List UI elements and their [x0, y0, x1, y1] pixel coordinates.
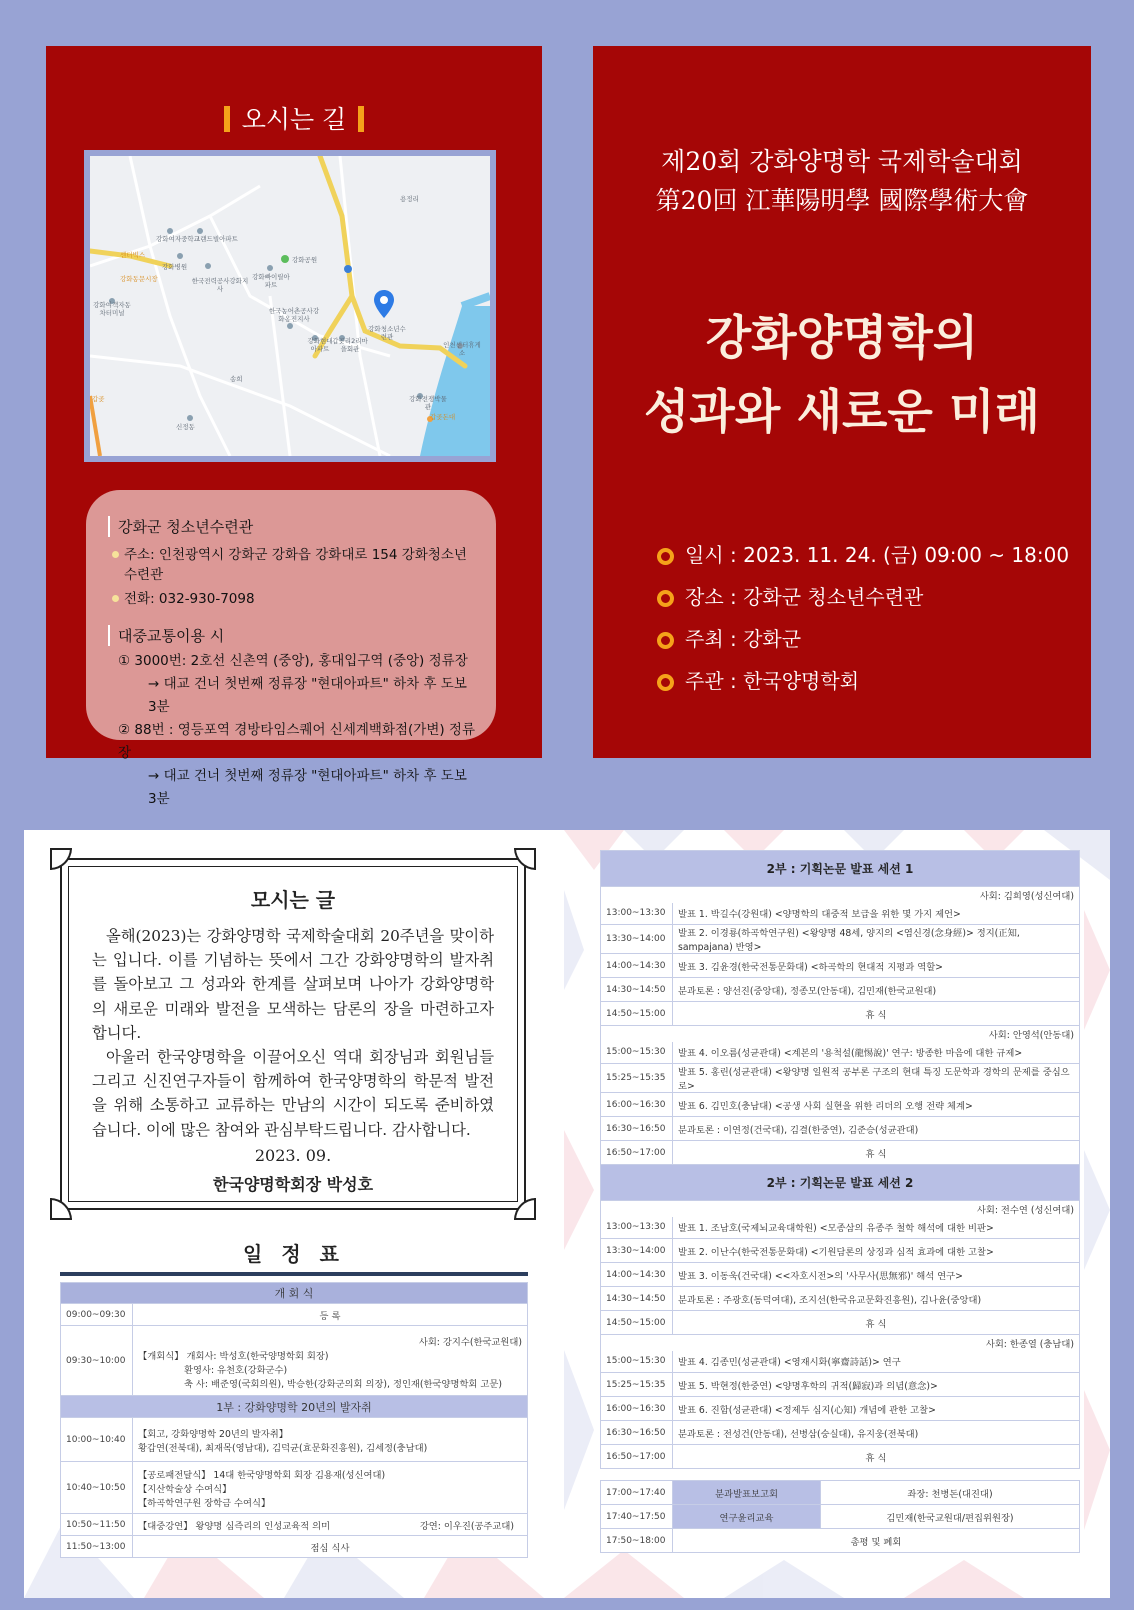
map-label: 강화청소년수련관: [368, 325, 406, 341]
table-row: [61, 1418, 528, 1462]
time-cell: 13:00~13:30: [601, 903, 673, 925]
conference-facts: [655, 534, 1069, 702]
time-cell: 17:50~18:00: [601, 1529, 673, 1553]
map-label: 센터빅스: [120, 251, 146, 259]
venue-name: 강화군 청소년수련관: [108, 516, 476, 537]
table-row: [601, 1421, 1080, 1445]
time-cell: 14:00~14:30: [601, 954, 673, 978]
table-row: [601, 1287, 1080, 1311]
theme-line-2: 성과와 새로운 미래: [644, 385, 1040, 440]
table-row: [601, 1263, 1080, 1287]
conference-theme: [593, 302, 1091, 450]
lunch-cell: 점심 식사: [133, 1536, 528, 1558]
retrospective-line: 황갑연(전북대), 최재목(영남대), 김덕균(효문화진흥원), 김세정(충남대): [138, 1442, 428, 1454]
time-cell: 09:00~09:30: [61, 1304, 133, 1326]
retrospective-cell: [133, 1418, 528, 1462]
greeting-date: 2023. 09.: [254, 1146, 332, 1165]
presentation-cell: 분과토론 : 전성건(안동대), 선병삼(숭실대), 유지웅(전북대): [673, 1421, 1080, 1445]
moderator: 사회: 한종열 (충남대): [601, 1335, 1080, 1351]
session1-rows-b: [601, 1042, 1080, 1165]
map-label: 강화공원: [292, 256, 318, 264]
map-label: 그랜드빌아파트: [194, 235, 238, 243]
greeting-title: 모시는 글: [250, 888, 336, 912]
table-row: [61, 1462, 528, 1514]
table-row: [601, 1351, 1080, 1373]
directions-title-text: 오시는 길: [241, 105, 347, 134]
presentation-cell: 발표 1. 박길수(강원대) <양명학의 대중적 보급을 위한 몇 가지 제언>: [673, 903, 1080, 925]
conference-title-korean: 제20회 강화양명학 국제학술대회: [661, 147, 1023, 176]
time-cell: 14:30~14:50: [601, 1287, 673, 1311]
time-cell: 11:50~13:00: [61, 1536, 133, 1558]
time-cell: 10:40~10:50: [61, 1462, 133, 1514]
schedule-title: 일 정 표: [243, 1242, 345, 1266]
time-cell: 17:00~17:40: [601, 1481, 673, 1505]
presentation-cell: 분과토론 : 이연정(건국대), 김결(한중연), 김준승(성균관대): [673, 1117, 1080, 1141]
table-row: [601, 1042, 1080, 1064]
closing-cell: 총평 및 폐회: [673, 1529, 1080, 1553]
time-cell: 17:40~17:50: [601, 1505, 673, 1529]
table-row: [61, 1514, 528, 1536]
directions-title: [46, 100, 542, 136]
ceremony-line: 환영사: 유천호(강화군수): [184, 1364, 288, 1376]
opening-ceremony-cell: [133, 1326, 528, 1396]
table-row: [601, 1529, 1080, 1553]
time-cell: 14:00~14:30: [601, 1263, 673, 1287]
conference-title: [593, 142, 1091, 220]
presentation-cell: 발표 3. 김윤경(한국전통문화대) <하곡학의 현대적 지평과 역할>: [673, 954, 1080, 978]
table-row: [601, 1002, 1080, 1026]
table-row: [601, 1311, 1080, 1335]
map-label: 강화현대아파트: [307, 337, 333, 353]
time-cell: 16:50~17:00: [601, 1445, 673, 1469]
presentation-cell: 발표 5. 박현정(한중연) <양명후학의 귀적(歸寂)과 의념(意念)>: [673, 1373, 1080, 1397]
time-cell: 09:30~10:00: [61, 1326, 133, 1396]
session2-rows-a: [601, 1217, 1080, 1335]
time-cell: 10:50~11:50: [61, 1514, 133, 1536]
time-cell: 15:25~15:35: [601, 1064, 673, 1093]
moderator: 사회: 전수연 (성신여대): [601, 1201, 1080, 1217]
session1-header: 2부 : 기획논문 발표 세션 1: [601, 851, 1080, 887]
venue-info-box: [86, 490, 496, 807]
table-row: [61, 1304, 528, 1326]
award-cell: [133, 1462, 528, 1514]
award-line: 【지산학술상 수여식】: [138, 1483, 232, 1495]
time-cell: 16:00~16:30: [601, 1093, 673, 1117]
presentation-cell: 휴 식: [673, 1141, 1080, 1165]
table-row: [601, 1093, 1080, 1117]
lecture-cell: [133, 1514, 528, 1536]
map-label: 송희: [230, 375, 243, 383]
opening-header: 개 회 식: [61, 1283, 528, 1304]
table-row: [601, 1117, 1080, 1141]
time-cell: 15:00~15:30: [601, 1351, 673, 1373]
registration-cell: 등 록: [133, 1304, 528, 1326]
report-chair: 좌장: 천병돈(대진대): [821, 1481, 1080, 1505]
location-pin-icon: [374, 290, 394, 318]
ceremony-line: 【개회식】 개회사: 박성호(한국양명학회 회장): [138, 1350, 329, 1362]
map-label: 인천센터휴게소: [443, 341, 481, 357]
table-row: [601, 1064, 1080, 1093]
program-sheet: [24, 830, 1110, 1598]
time-cell: 13:00~13:30: [601, 1217, 673, 1239]
table-row: [601, 925, 1080, 954]
time-cell: 13:30~14:00: [601, 925, 673, 954]
presentation-cell: 휴 식: [673, 1311, 1080, 1335]
award-line: 【공로패전달식】 14대 한국양명학회 회장 김용재(성신여대): [138, 1469, 386, 1481]
map-label: 갑곶돈대: [430, 413, 456, 421]
presentation-cell: 발표 3. 이동욱(건국대) <<자호시전>의 '사무사(思無邪)' 해석 연구>: [673, 1263, 1080, 1287]
time-cell: 15:25~15:35: [601, 1373, 673, 1397]
session1-rows-a: [601, 903, 1080, 1026]
map-label: 강화동문시장: [120, 275, 158, 283]
morning-schedule-table: [60, 1282, 528, 1558]
map-label: 한국농어촌공사강화옹진지사: [268, 307, 320, 323]
greeting-paragraph: 아울러 한국양명학을 이끌어오신 역대 회장님과 회원님들 그리고 신진연구자들이 함께하여 한국양명학의 학문적 발전을 위해 소통하고 교류하는 만남의 시간이 되도록 준비하였습니다. 이에 많은 참여와 관심부탁드립니다. 감사합니다.: [92, 1048, 494, 1139]
table-row: [601, 1141, 1080, 1165]
closing-table: [600, 1480, 1080, 1553]
map-label: 강화병원: [162, 263, 188, 271]
map-label: 용정리: [400, 195, 419, 203]
time-cell: 15:00~15:30: [601, 1042, 673, 1064]
table-row: [601, 903, 1080, 925]
presentation-cell: 발표 4. 김종민(성균관대) <영재시화(寧齋詩話)> 연구: [673, 1351, 1080, 1373]
presentation-cell: 발표 6. 김민호(충남대) <공생 사회 실현을 위한 리더의 오행 전략 체계>: [673, 1093, 1080, 1117]
theme-line-1: 강화양명학의: [705, 311, 979, 366]
table-row: [601, 1481, 1080, 1505]
moderator: 사회: 안영석(안동대): [601, 1026, 1080, 1042]
presentation-cell: 발표 4. 이오름(성균관대) <계본의 '용척설(龍惕說)' 연구: 방종한 마음에 대한 규제>: [673, 1042, 1080, 1064]
greeting-body: [92, 924, 494, 1142]
time-cell: 16:30~16:50: [601, 1117, 673, 1141]
moderator: 사회: 강지수(한국교원대): [418, 1336, 522, 1348]
map-label: 강화여자중학교: [156, 235, 200, 243]
time-cell: 10:00~10:40: [61, 1418, 133, 1462]
time-cell: 14:50~15:00: [601, 1002, 673, 1026]
map-label: 갑곶리2리마을회관: [332, 337, 368, 353]
conference-title-hanja: 第20回 江華陽明學 國際學術大會: [655, 186, 1029, 215]
fact-date: 일시 : 2023. 11. 24. (금) 09:00 ~ 18:00: [655, 534, 1069, 576]
table-row: [601, 978, 1080, 1002]
greeting-signature: 한국양명학회장 박성호: [212, 1175, 374, 1194]
venue-address: 주소: 인천광역시 강화군 강화읍 강화대로 154 강화청소년수련관: [108, 543, 476, 583]
table-row: [601, 1217, 1080, 1239]
presentation-cell: 분과토론 : 주광호(동덕여대), 조지선(한국유교문화진흥원), 김나윤(중앙대): [673, 1287, 1080, 1311]
title-bar-left: [224, 106, 230, 132]
schedule-rule: [60, 1272, 528, 1276]
part1-header: 1부 : 강화양명학 20년의 발자취: [61, 1396, 528, 1418]
session2-rows-b: [601, 1351, 1080, 1469]
presentation-cell: 발표 2. 이경룡(하곡학연구원) <왕양명 48세, 양지의 <염신경(念身經)> 정지(正知, sampajana) 반영>: [673, 925, 1080, 954]
report-label: 분과발표보고회: [673, 1481, 821, 1505]
transit-line: → 대교 건너 첫번째 정류장 "현대아파트" 하차 후 도보 3분: [148, 768, 467, 807]
presentation-cell: 발표 1. 조남호(국제뇌교육대학원) <모종삼의 유종주 철학 해석에 대한 비판>: [673, 1217, 1080, 1239]
presentation-cell: 휴 식: [673, 1445, 1080, 1469]
ethics-lecturer: 김민재(한국교원대/편집위원장): [821, 1505, 1080, 1529]
time-cell: 16:30~16:50: [601, 1421, 673, 1445]
transit-heading: 대중교통이용 시: [108, 625, 476, 646]
fact-host: 주최 : 강화군: [655, 618, 1069, 660]
presentation-cell: 발표 2. 이난수(한국전통문화대) <기원담론의 상징과 심적 효과에 대한 고찰>: [673, 1239, 1080, 1263]
presentation-cell: 휴 식: [673, 1002, 1080, 1026]
table-row: [601, 1397, 1080, 1421]
presentation-cell: 발표 6. 진함(성균관대) <정제두 심지(心知) 개념에 관한 고찰>: [673, 1397, 1080, 1421]
table-row: [601, 1373, 1080, 1397]
session2-header: 2부 : 기획논문 발표 세션 2: [601, 1165, 1080, 1201]
time-cell: 13:30~14:00: [601, 1239, 673, 1263]
award-line: 【하곡학연구원 장학금 수여식】: [138, 1497, 271, 1509]
time-cell: 16:50~17:00: [601, 1141, 673, 1165]
table-row: [61, 1326, 528, 1396]
location-map[interactable]: [84, 150, 496, 462]
map-label: 갑곶: [92, 395, 105, 403]
transit-line: ① 3000번: 2호선 신촌역 (중앙), 홍대입구역 (중앙) 정류장: [118, 653, 468, 669]
table-row: [601, 954, 1080, 978]
table-row: [601, 1445, 1080, 1469]
venue-phone[interactable]: 전화: 032-930-7098: [108, 587, 476, 607]
map-label: 강화빠이릴아파트: [252, 273, 290, 289]
transit-line: ② 88번 : 영등포역 경방타임스퀘어 신세계백화점(가변) 정류장: [118, 722, 476, 761]
session1-table: [600, 850, 1080, 1469]
moderator: 사회: 김희영(성신여대): [601, 887, 1080, 903]
table-row: [61, 1536, 528, 1558]
greeting-paragraph: 올해(2023)는 강화양명학 국제학술대회 20주년을 맞이하는 입니다. 이를 기념하는 뜻에서 그간 강화양명학의 발자취를 돌아보고 그 성과와 한계를 살펴보며 나아가 강화양명학의 새로운 미래와 발전을 모색하는 담론의 장을 마련하고자 합니다.: [92, 927, 494, 1042]
transit-line: → 대교 건너 첫번째 정류장 "현대아파트" 하차 후 도보 3분: [148, 676, 467, 715]
time-cell: 14:30~14:50: [601, 978, 673, 1002]
map-label: 강화전쟁박물관: [409, 395, 447, 411]
map-label: 신정동: [176, 423, 195, 431]
table-row: [601, 1505, 1080, 1529]
map-label: 한국전력공사강화지사: [191, 277, 249, 293]
presentation-cell: 분과토론 : 양선진(중앙대), 정종모(안동대), 김민재(한국교원대): [673, 978, 1080, 1002]
time-cell: 16:00~16:30: [601, 1397, 673, 1421]
map-label: 강화여객자동차터미널: [93, 301, 131, 317]
time-cell: 14:50~15:00: [601, 1311, 673, 1335]
retrospective-line: 【회고, 강화양명학 20년의 발자취】: [138, 1428, 289, 1440]
lecture-title: 【대중강연】 왕양명 심즉리의 인성교육적 의미: [138, 1520, 331, 1532]
fact-organizer: 주관 : 한국양명학회: [655, 660, 1069, 702]
cover-panel: [593, 46, 1091, 758]
lecturer: 강연: 이우진(공주교대): [419, 1520, 514, 1532]
fact-venue: 장소 : 강화군 청소년수련관: [655, 576, 1069, 618]
ethics-label: 연구윤리교육: [673, 1505, 821, 1529]
greeting-card: [60, 858, 526, 1210]
directions-panel: [46, 46, 542, 807]
presentation-cell: 발표 5. 홍린(성균관대) <왕양명 일원적 공부론 구조의 현대 특징 도문학과 경학의 문제를 중심으로>: [673, 1064, 1080, 1093]
ceremony-line: 축 사: 배준영(국회의원), 박승한(강화군의회 의장), 정인재(한국양명학회 고문): [184, 1378, 502, 1390]
table-row: [601, 1239, 1080, 1263]
title-bar-right: [358, 106, 364, 132]
